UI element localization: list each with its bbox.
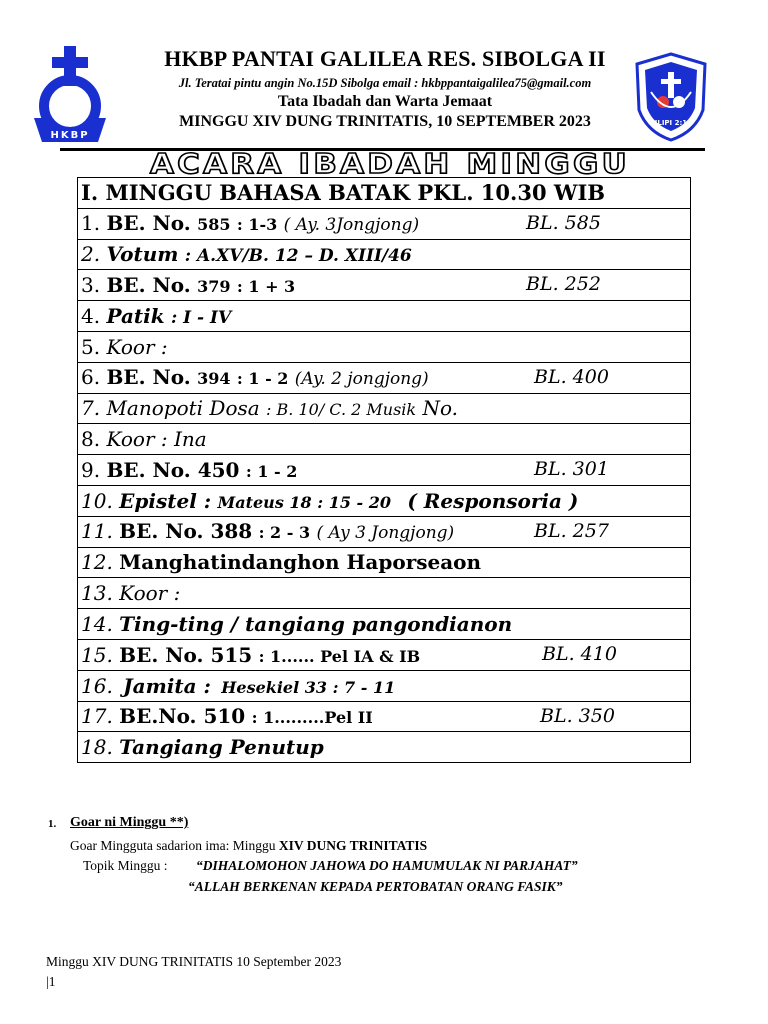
item-number: 14. [81,612,113,637]
table-row [78,208,691,239]
banner-text: ACARA IBADAH MINGGU [150,147,630,178]
table-row [78,639,691,670]
table-row [78,578,691,609]
item-detail: Mateus 18 : 15 - 20 [217,492,392,512]
item-verses: : 1-3 [236,215,278,235]
goar-title: Goar ni Minggu **) [70,815,189,830]
table-row [78,331,691,362]
item-detail: : B. 10/ C. 2 Musik [266,400,417,420]
table-row [78,547,691,578]
item-title: Tangiang Penutup [119,735,324,760]
item-verses: : 1...... Pel IA & IB [258,646,421,666]
table-row [78,609,691,640]
topik-label: Topik Minggu : [83,858,168,873]
item-note: ( Responsoria ) [407,488,579,513]
table-row [78,239,691,270]
item-bl: BL. 410 [542,642,617,665]
item-number: 10. [81,488,113,513]
item-number: 16. [81,673,113,698]
agenda-heading: I. MINGGU BAHASA BATAK PKL. 10.30 WIB [78,178,691,209]
item-number: 15. [81,642,113,667]
item-title: Jamita : [123,673,211,698]
item-note: (Ay. 2 jongjong) [294,369,429,390]
topik-batak: “DIHALOMOHON JAHOWA DO HAMUMULAK NI PARJAHAT” [196,858,578,873]
item-title: BE. No. 388 [119,519,253,544]
logo-left-text: HKBP [50,130,90,141]
item-title: Epistel : [119,488,212,513]
item-number: 9. [81,458,101,483]
item-title: BE. No. [106,273,191,298]
item-note: ( Ay. 3Jongjong) [283,215,420,236]
item-verses: : 1 - 2 [236,369,289,389]
church-address: Jl. Teratai pintu angin No.15D Sibolga email : hkbppantaigalilea75@gmail.com [178,76,592,90]
item-note: ( Ay 3 Jongjong) [316,523,455,544]
item-bl: BL. 400 [534,365,609,388]
item-title: Votum [106,241,179,266]
item-title: Koor : [106,334,168,359]
table-row [78,485,691,516]
item-number: 7. [81,396,101,421]
item-title: BE. No. [106,211,191,236]
item-number-value: 394 [197,369,231,389]
logo-right-text: FILIPI 2:12 [649,119,693,127]
item-number: 8. [81,427,101,452]
item-detail: : I - IV [170,307,232,328]
table-row [78,362,691,393]
item-number: 3. [81,273,101,298]
table-row [78,455,691,486]
table-row [78,670,691,701]
item-number: 13. [81,581,113,606]
footer-text: Minggu XIV DUNG TRINITATIS 10 September 2023 [46,954,342,969]
table-row [78,393,691,424]
item-number-value: 585 [197,215,231,235]
goar-line-bold: XIV DUNG TRINITATIS [278,838,428,853]
acara-banner [140,146,640,178]
table-row [78,301,691,332]
item-title: Ting-ting / tangiang pangondianon [119,612,513,637]
item-number: 2. [81,241,101,266]
item-title: BE.No. 510 [119,704,246,729]
item-title: Koor : [119,581,181,606]
goar-line [70,838,427,854]
item-bl: BL. 350 [540,704,615,727]
table-row [78,178,691,209]
church-emblem-icon [633,52,709,142]
item-title: Manghatindanghon Haporseaon [119,550,482,575]
item-verses: : 1 + 3 [236,277,296,297]
item-title: Patik [106,303,165,328]
item-number: 17. [81,704,113,729]
item-bl: BL. 585 [526,211,601,234]
item-detail: Hesekiel 33 : 7 - 11 [221,677,396,697]
service-date: MINGGU XIV DUNG TRINITATIS, 10 SEPTEMBER 2023 [179,113,591,130]
item-number: 4. [81,303,101,328]
item-detail: : A.XV/B. 12 – D. XIII/46 [184,245,412,266]
table-row [78,424,691,455]
item-number: 18. [81,735,113,760]
church-title: HKBP PANTAI GALILEA RES. SIBOLGA II [164,46,606,71]
item-number: 11. [81,519,113,544]
item-number: 1. [81,211,101,236]
item-number: 6. [81,365,101,390]
table-row [78,516,691,547]
goar-line-prefix: Goar Mingguta sadarion ima: Minggu [70,838,279,853]
topik-indonesia: “ALLAH BERKENAN KEPADA PERTOBATAN ORANG FASIK” [188,879,563,894]
table-row [78,732,691,763]
item-number: 12. [81,550,113,575]
item-verses: : 1.........Pel II [251,708,373,728]
item-note: No. [422,396,459,421]
item-title: BE. No. 450 [106,458,240,483]
agenda-table [77,177,691,763]
bulletin-subtitle: Tata Ibadah dan Warta Jemaat [277,93,493,110]
item-verses: : 2 - 3 [258,523,311,543]
table-row [78,701,691,732]
goar-number: 1. [48,818,57,830]
page-number: |1 [46,974,56,989]
item-title: Manopoti Dosa [106,396,260,421]
item-bl: BL. 257 [534,519,609,542]
item-bl: BL. 252 [526,273,601,296]
item-title: BE. No. 515 [119,642,253,667]
item-title: Koor : Ina [106,427,207,452]
item-verses: : 1 - 2 [245,462,298,482]
item-number: 5. [81,334,101,359]
item-title: BE. No. [106,365,191,390]
hkbp-logo-icon [30,44,135,144]
table-row [78,270,691,301]
item-number-value: 379 [197,277,231,297]
item-bl: BL. 301 [534,458,609,481]
